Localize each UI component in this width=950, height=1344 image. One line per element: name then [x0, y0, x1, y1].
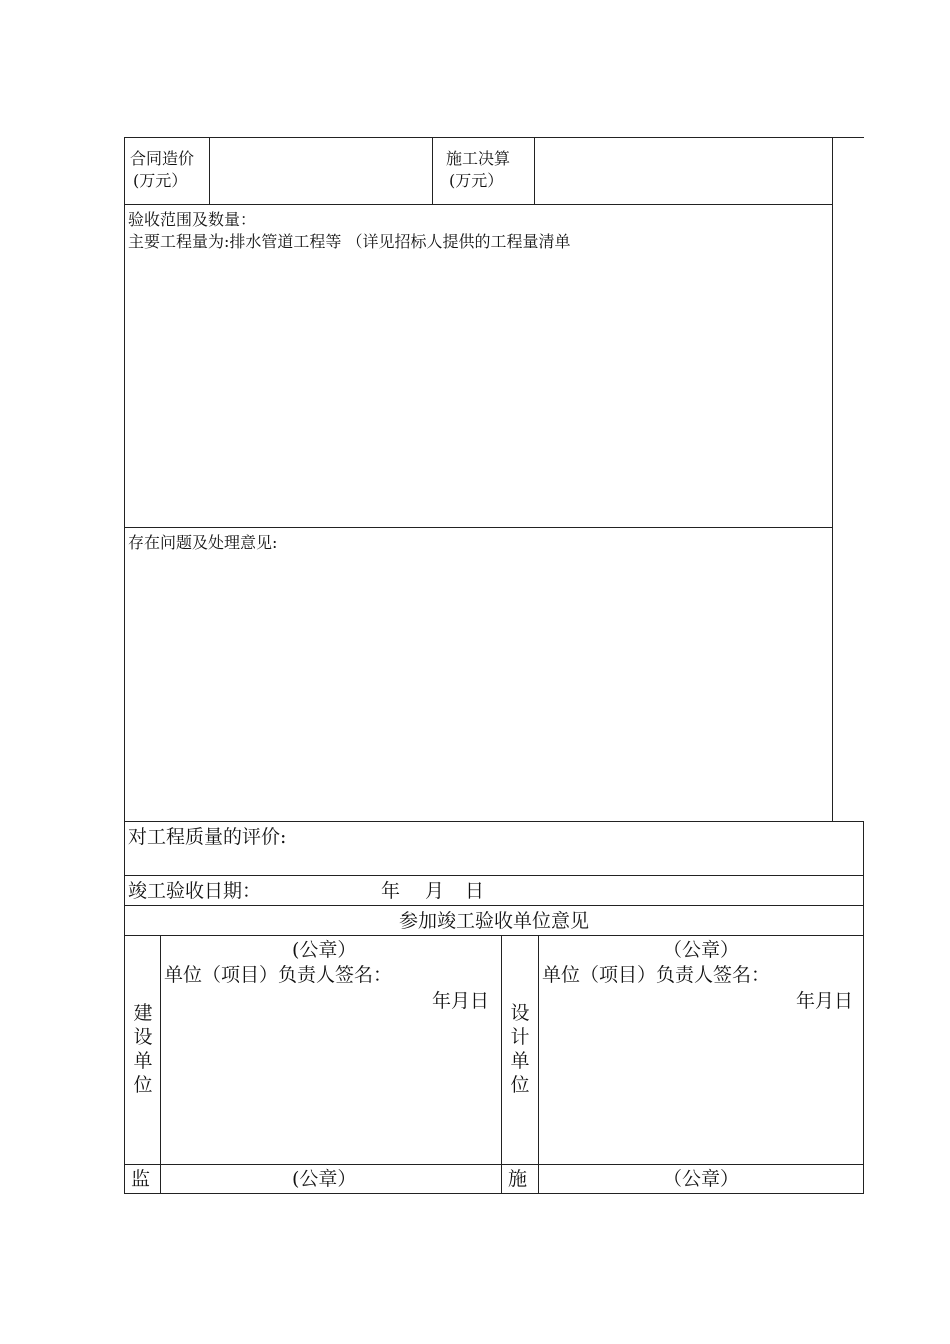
scope-content: 主要工程量为:排水管道工程等 （详见招标人提供的工程量清单 — [128, 232, 571, 251]
contractor-unit-char: 施 — [508, 1168, 528, 1190]
supervision-unit-seal: (公章） — [292, 1168, 357, 1190]
table-border-bottom — [124, 1193, 864, 1194]
table-divider — [432, 137, 433, 204]
table-border-left — [124, 137, 125, 821]
quality-title: 对工程质量的评价: — [128, 826, 287, 848]
construction-unit-seal: (公章） — [292, 939, 357, 961]
construction-unit-char: 建 — [133, 1002, 153, 1024]
contract-price-label — [130, 148, 194, 192]
issues-title: 存在问题及处理意见: — [128, 533, 278, 552]
table-divider — [160, 935, 161, 1193]
construction-unit-date: 年月日 — [432, 990, 490, 1012]
design-unit-char: 计 — [510, 1026, 530, 1048]
construction-unit-char: 位 — [133, 1074, 153, 1096]
completion-month: 月 — [425, 880, 445, 902]
table-border-left — [124, 821, 125, 1194]
table-border — [124, 821, 864, 822]
construction-unit-label — [131, 1001, 155, 1097]
contract-price-label-line1: 合同造价 — [130, 149, 195, 168]
table-divider — [124, 935, 864, 936]
table-border-right — [832, 137, 833, 821]
completion-date-label: 竣工验收日期： — [128, 880, 262, 902]
design-unit-signature-label: 单位（项目）负责人签名： — [542, 964, 771, 986]
table-divider — [501, 935, 502, 1193]
table-divider — [124, 905, 864, 906]
table-divider — [124, 527, 833, 528]
design-unit-label — [508, 1001, 532, 1097]
settlement-label-line2: (万元） — [449, 171, 504, 190]
table-divider — [209, 137, 210, 204]
table-divider — [124, 204, 833, 205]
table-divider — [538, 935, 539, 1193]
supervision-unit-char: 监 — [131, 1168, 151, 1190]
table-border-right — [863, 821, 864, 1194]
construction-unit-char: 单 — [133, 1050, 153, 1072]
table-border-top — [124, 137, 864, 138]
settlement-label — [446, 148, 510, 192]
design-unit-seal: （公章） — [663, 939, 740, 961]
contractor-unit-seal: （公章） — [663, 1168, 740, 1190]
settlement-label-line1: 施工决算 — [446, 149, 511, 168]
scope-title: 验收范围及数量： — [128, 210, 257, 229]
scope-section — [128, 209, 570, 253]
design-unit-char: 设 — [510, 1002, 530, 1024]
table-divider — [124, 875, 864, 876]
table-divider — [534, 137, 535, 204]
contract-price-label-line2: (万元） — [133, 171, 188, 190]
design-unit-char: 位 — [510, 1074, 530, 1096]
design-unit-char: 单 — [510, 1050, 530, 1072]
design-unit-date: 年月日 — [796, 990, 854, 1012]
opinions-section-title: 参加竣工验收单位意见 — [398, 910, 589, 932]
table-divider — [124, 1164, 864, 1165]
completion-year: 年 — [381, 880, 401, 902]
construction-unit-char: 设 — [133, 1026, 153, 1048]
completion-day: 日 — [465, 880, 485, 902]
construction-unit-signature-label: 单位（项目）负责人签名： — [164, 964, 393, 986]
